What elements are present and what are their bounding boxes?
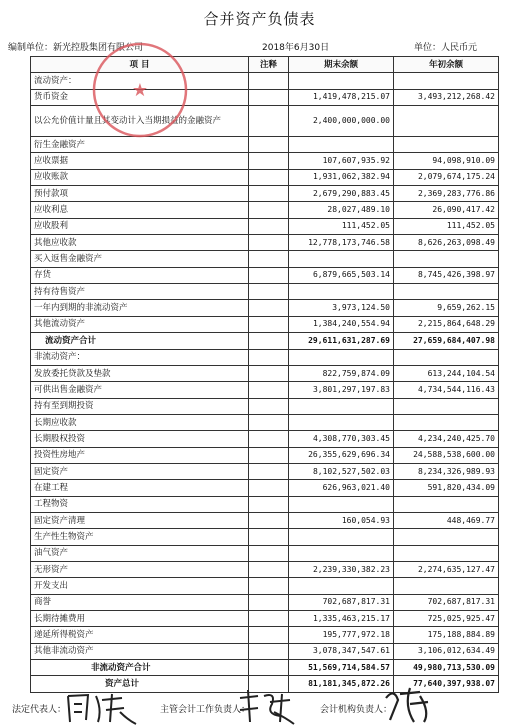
row-label: 固定资产 (31, 463, 249, 479)
row-note (249, 398, 289, 414)
accounting-head-label: 主管会计工作负责人： (160, 705, 251, 715)
row-label: 在建工程 (31, 480, 249, 496)
table-body (31, 73, 499, 692)
row-end-balance: 4,308,770,303.45 (289, 431, 394, 447)
row-end-balance (289, 398, 394, 414)
table-row (31, 251, 499, 267)
row-begin-balance: 4,234,240,425.70 (394, 431, 499, 447)
row-end-balance: 81,181,345,872.26 (289, 676, 394, 692)
row-note (249, 186, 289, 202)
row-label: 持有至到期投资 (31, 398, 249, 414)
row-note (249, 643, 289, 659)
row-label: 其他应收款 (31, 235, 249, 251)
row-label: 应收票据 (31, 153, 249, 169)
row-label: 应收利息 (31, 202, 249, 218)
row-begin-balance (394, 398, 499, 414)
table-row (31, 169, 499, 185)
row-begin-balance: 26,090,417.42 (394, 202, 499, 218)
row-end-balance: 822,759,874.09 (289, 365, 394, 381)
row-begin-balance: 2,215,864,648.29 (394, 316, 499, 332)
row-end-balance (289, 284, 394, 300)
row-begin-balance (394, 73, 499, 89)
table-row (31, 365, 499, 381)
row-begin-balance: 27,659,684,407.98 (394, 333, 499, 349)
row-begin-balance (394, 349, 499, 365)
row-begin-balance: 8,626,263,098.49 (394, 235, 499, 251)
row-note (249, 153, 289, 169)
table-row (31, 333, 499, 349)
table-row (31, 561, 499, 577)
row-note (249, 463, 289, 479)
row-note (249, 169, 289, 185)
table-row (31, 529, 499, 545)
row-label: 固定资产清理 (31, 512, 249, 528)
row-label: 应收账款 (31, 169, 249, 185)
row-end-balance (289, 73, 394, 89)
row-note (249, 594, 289, 610)
row-note (249, 106, 289, 137)
row-label: 递延所得税资产 (31, 627, 249, 643)
row-end-balance: 702,687,817.31 (289, 594, 394, 610)
row-begin-balance: 725,025,925.47 (394, 611, 499, 627)
row-end-balance: 1,384,240,554.94 (289, 316, 394, 332)
row-begin-balance: 2,079,674,175.24 (394, 169, 499, 185)
table-row (31, 447, 499, 463)
row-label: 一年内到期的非流动资产 (31, 300, 249, 316)
row-begin-balance: 3,493,212,268.42 (394, 89, 499, 105)
row-end-balance: 107,607,935.92 (289, 153, 394, 169)
row-begin-balance: 49,980,713,530.09 (394, 660, 499, 676)
row-begin-balance: 9,659,262.15 (394, 300, 499, 316)
row-begin-balance: 2,274,635,127.47 (394, 561, 499, 577)
row-end-balance: 6,879,665,503.14 (289, 267, 394, 283)
row-note (249, 251, 289, 267)
row-note (249, 218, 289, 234)
row-note (249, 660, 289, 676)
report-date: 2018年6月30日 (262, 43, 330, 53)
row-label: 生产性生物资产 (31, 529, 249, 545)
row-label: 货币资金 (31, 89, 249, 105)
row-label: 持有待售资产 (31, 284, 249, 300)
row-note (249, 137, 289, 153)
signature-legal (62, 690, 142, 726)
table-row (31, 643, 499, 659)
row-begin-balance: 613,244,104.54 (394, 365, 499, 381)
table-row (31, 349, 499, 365)
row-note (249, 73, 289, 89)
row-note (249, 316, 289, 332)
row-begin-balance: 2,369,283,776.86 (394, 186, 499, 202)
row-note (249, 333, 289, 349)
row-label: 可供出售金融资产 (31, 382, 249, 398)
table-row (31, 267, 499, 283)
table-row (31, 398, 499, 414)
row-end-balance (289, 529, 394, 545)
row-begin-balance: 702,687,817.31 (394, 594, 499, 610)
row-begin-balance: 24,588,538,600.00 (394, 447, 499, 463)
row-label: 以公允价值计量且其变动计入当期损益的金融资产 (31, 106, 249, 137)
row-begin-balance (394, 106, 499, 137)
row-end-balance: 26,355,629,696.34 (289, 447, 394, 463)
row-begin-balance (394, 578, 499, 594)
row-begin-balance: 111,452.05 (394, 218, 499, 234)
row-label: 开发支出 (31, 578, 249, 594)
row-end-balance: 1,335,463,215.17 (289, 611, 394, 627)
row-label: 工程物资 (31, 496, 249, 512)
row-begin-balance (394, 529, 499, 545)
header-end-balance: 期末余额 (289, 57, 394, 73)
row-begin-balance (394, 545, 499, 561)
row-note (249, 349, 289, 365)
row-label: 油气资产 (31, 545, 249, 561)
row-end-balance: 29,611,631,287.69 (289, 333, 394, 349)
row-note (249, 431, 289, 447)
header-begin-balance: 年初余额 (394, 57, 499, 73)
row-note (249, 480, 289, 496)
table-row (31, 202, 499, 218)
row-begin-balance: 8,234,326,989.93 (394, 463, 499, 479)
row-note (249, 235, 289, 251)
row-note (249, 496, 289, 512)
row-label: 资产总计 (31, 676, 249, 692)
company-seal (90, 40, 190, 140)
table-row (31, 611, 499, 627)
row-label: 长期待摊费用 (31, 611, 249, 627)
table-row (31, 153, 499, 169)
row-note (249, 414, 289, 430)
signature-accounting (236, 688, 296, 726)
row-end-balance (289, 251, 394, 267)
row-label: 预付款项 (31, 186, 249, 202)
row-end-balance: 2,400,000,000.00 (289, 106, 394, 137)
row-end-balance: 1,931,062,382.94 (289, 169, 394, 185)
row-end-balance (289, 414, 394, 430)
row-end-balance: 1,419,478,215.07 (289, 89, 394, 105)
row-note (249, 627, 289, 643)
row-note (249, 578, 289, 594)
row-end-balance: 3,973,124.50 (289, 300, 394, 316)
balance-sheet-table (30, 56, 499, 693)
row-note (249, 365, 289, 381)
table-row (31, 463, 499, 479)
row-label: 其他非流动资产 (31, 643, 249, 659)
row-end-balance: 8,102,527,502.03 (289, 463, 394, 479)
legal-representative-label: 法定代表人： (12, 705, 67, 715)
row-note (249, 300, 289, 316)
row-note (249, 447, 289, 463)
row-begin-balance (394, 284, 499, 300)
row-begin-balance: 175,188,884.89 (394, 627, 499, 643)
row-end-balance: 3,801,297,197.83 (289, 382, 394, 398)
table-row (31, 382, 499, 398)
row-begin-balance: 94,098,910.09 (394, 153, 499, 169)
row-end-balance: 2,679,290,883.45 (289, 186, 394, 202)
report-title: 合并资产负债表 (203, 10, 316, 28)
table-row (31, 218, 499, 234)
svg-text:★: ★ (131, 80, 149, 101)
row-label: 买入返售金融资产 (31, 251, 249, 267)
row-label: 商誉 (31, 594, 249, 610)
row-begin-balance (394, 496, 499, 512)
table-row (31, 660, 499, 676)
row-note (249, 284, 289, 300)
row-note (249, 202, 289, 218)
row-end-balance: 2,239,330,382.23 (289, 561, 394, 577)
table-row (31, 578, 499, 594)
row-begin-balance: 448,469.77 (394, 512, 499, 528)
row-note (249, 611, 289, 627)
row-note (249, 89, 289, 105)
row-begin-balance: 8,745,426,398.97 (394, 267, 499, 283)
row-end-balance (289, 137, 394, 153)
row-begin-balance: 3,106,012,634.49 (394, 643, 499, 659)
row-label: 发放委托贷款及垫款 (31, 365, 249, 381)
table-row (31, 594, 499, 610)
row-end-balance: 28,027,489.10 (289, 202, 394, 218)
row-note (249, 545, 289, 561)
row-label: 无形资产 (31, 561, 249, 577)
row-begin-balance (394, 414, 499, 430)
row-end-balance: 195,777,972.18 (289, 627, 394, 643)
row-label: 流动资产合计 (31, 333, 249, 349)
header-note: 注释 (249, 57, 289, 73)
table-row (31, 512, 499, 528)
row-end-balance: 626,963,021.40 (289, 480, 394, 496)
row-label: 其他流动资产 (31, 316, 249, 332)
row-label: 衍生金融资产 (31, 137, 249, 153)
row-label: 长期股权投资 (31, 431, 249, 447)
currency-unit: 单位：人民币元 (414, 43, 478, 53)
signature-agency (380, 684, 434, 724)
table-row (31, 316, 499, 332)
row-note (249, 267, 289, 283)
table-row (31, 235, 499, 251)
row-note (249, 561, 289, 577)
table-row (31, 284, 499, 300)
row-note (249, 512, 289, 528)
row-label: 长期应收款 (31, 414, 249, 430)
row-end-balance: 12,778,173,746.58 (289, 235, 394, 251)
row-end-balance: 111,452.05 (289, 218, 394, 234)
row-begin-balance: 591,820,434.09 (394, 480, 499, 496)
company-name: 编制单位：新光控股集团有限公司 (8, 43, 144, 53)
row-note (249, 382, 289, 398)
row-end-balance: 51,569,714,584.57 (289, 660, 394, 676)
row-end-balance (289, 545, 394, 561)
table-row (31, 186, 499, 202)
table-row (31, 300, 499, 316)
row-label: 非流动资产合计 (31, 660, 249, 676)
table-row (31, 414, 499, 430)
row-begin-balance: 4,734,544,116.43 (394, 382, 499, 398)
row-end-balance: 160,054.93 (289, 512, 394, 528)
row-begin-balance (394, 137, 499, 153)
row-label: 投资性房地产 (31, 447, 249, 463)
row-end-balance (289, 496, 394, 512)
agency-head-label: 会计机构负责人： (320, 705, 393, 715)
row-label: 流动资产： (31, 73, 249, 89)
table-row (31, 627, 499, 643)
row-label: 非流动资产： (31, 349, 249, 365)
header-item: 项 目 (31, 57, 249, 73)
row-end-balance (289, 349, 394, 365)
table-row (31, 545, 499, 561)
table-row (31, 480, 499, 496)
table-row (31, 431, 499, 447)
row-label: 应收股利 (31, 218, 249, 234)
row-end-balance (289, 578, 394, 594)
row-begin-balance: 77,640,397,938.07 (394, 676, 499, 692)
row-note (249, 529, 289, 545)
row-begin-balance (394, 251, 499, 267)
row-label: 存货 (31, 267, 249, 283)
table-row (31, 496, 499, 512)
row-end-balance: 3,078,347,547.61 (289, 643, 394, 659)
